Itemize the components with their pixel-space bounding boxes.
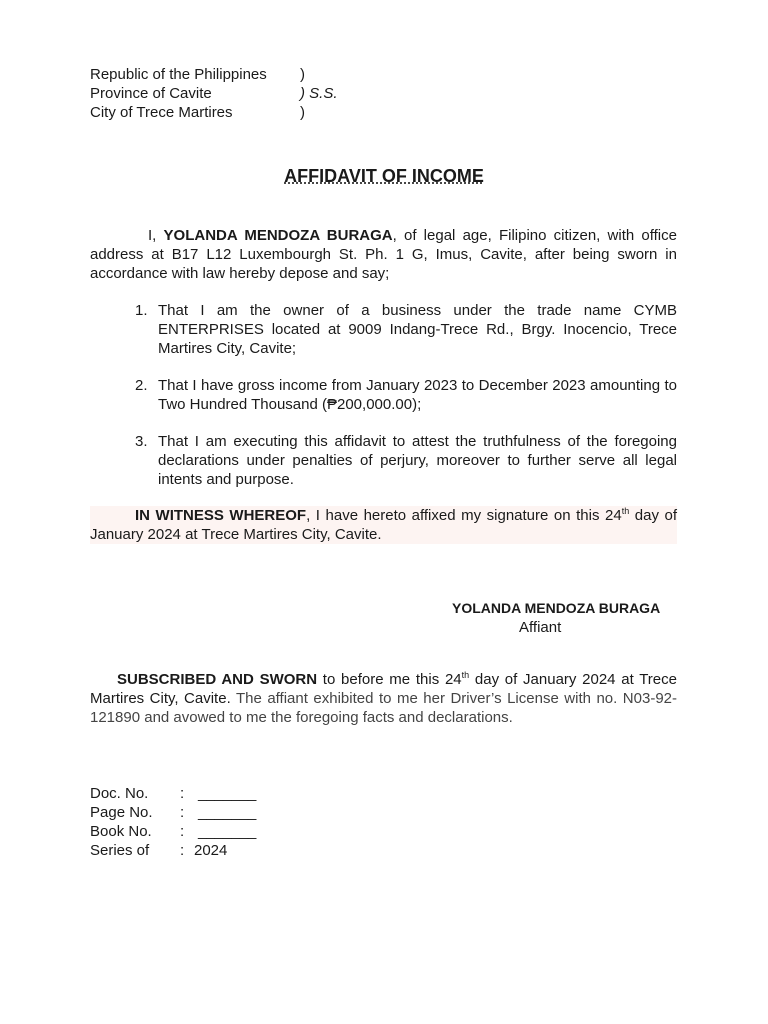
jurat-paragraph	[90, 670, 677, 727]
witness-paragraph	[90, 506, 677, 544]
intro-text: , of legal age, Filipino citizen, with office address at B17 L12 Luxembourgh St. Ph. 1 G, Imus, Cavite, after being sworn in accordance with law hereby depose and say;	[90, 227, 677, 282]
list-number: 3.	[135, 433, 148, 450]
venue-bracket: )	[300, 104, 305, 121]
register-label: Series of	[90, 842, 150, 859]
jurat-text-mid: day of January 2024 at Trece Martires City, Cavite.	[90, 671, 677, 707]
list-item	[135, 301, 677, 358]
witness-text-end: day of January 2024 at Trece Martires City, Cavite.	[90, 507, 677, 543]
register-row	[90, 841, 256, 860]
venue-block	[90, 65, 338, 122]
register-colon: :	[180, 823, 185, 840]
register-row	[90, 822, 256, 841]
register-row	[90, 803, 256, 822]
register-value: 2024	[194, 842, 228, 859]
jurat-ordinal: th	[461, 670, 470, 680]
venue-row	[90, 103, 338, 122]
signatory-role: Affiant	[519, 619, 562, 636]
venue-row	[90, 84, 338, 103]
list-number: 1.	[135, 302, 148, 319]
register-colon: :	[180, 842, 185, 859]
list-text: That I have gross income from January 2023 to December 2023 amounting to Two Hundred Thousand (₱200,000.00);	[158, 377, 677, 413]
register-value: _______	[198, 823, 257, 840]
affiant-name: YOLANDA MENDOZA BURAGA	[163, 227, 393, 244]
register-label: Doc. No.	[90, 785, 149, 802]
register-value: _______	[198, 785, 257, 802]
witness-lead: IN WITNESS WHEREOF	[135, 507, 307, 524]
witness-text: , I have hereto affixed my signature on this 24	[306, 507, 622, 524]
list-number: 2.	[135, 377, 148, 394]
intro-prefix: I,	[148, 227, 164, 244]
venue-ss: ) S.S.	[300, 85, 338, 102]
intro-paragraph	[90, 226, 677, 283]
register-colon: :	[180, 804, 185, 821]
jurat-text: to before me this 24	[317, 671, 462, 688]
venue-country: Republic of the Philippines	[90, 66, 267, 83]
signatory-name: YOLANDA MENDOZA BURAGA	[452, 600, 661, 616]
list-text: That I am the owner of a business under the trade name CYMB ENTERPRISES located at 9009 Indang-Trece Rd., Brgy. Inocencio, Trece Martires City, Cavite;	[158, 302, 677, 357]
list-item	[135, 376, 677, 414]
jurat-lead: SUBSCRIBED AND SWORN	[117, 671, 318, 688]
venue-province: Province of Cavite	[90, 85, 212, 102]
witness-ordinal: th	[621, 506, 630, 516]
document-title: AFFIDAVIT OF INCOME	[284, 166, 484, 186]
list-text: That I am executing this affidavit to attest the truthfulness of the foregoing declarations under penalties of perjury, moreover to further serve all legal intents and purpose.	[158, 433, 677, 488]
register-label: Book No.	[90, 823, 152, 840]
register-value: _______	[198, 804, 257, 821]
jurat-text-end: The affiant exhibited to me her Driver’s License with no. N03-92-121890 and avowed to me the foregoing facts and declarations.	[90, 690, 678, 726]
venue-bracket: )	[300, 66, 305, 83]
list-item	[135, 432, 677, 489]
register-row	[90, 784, 256, 803]
register-colon: :	[180, 785, 185, 802]
register-label: Page No.	[90, 804, 153, 821]
venue-row	[90, 65, 338, 84]
notarial-register	[90, 784, 256, 860]
venue-city: City of Trece Martires	[90, 104, 233, 121]
